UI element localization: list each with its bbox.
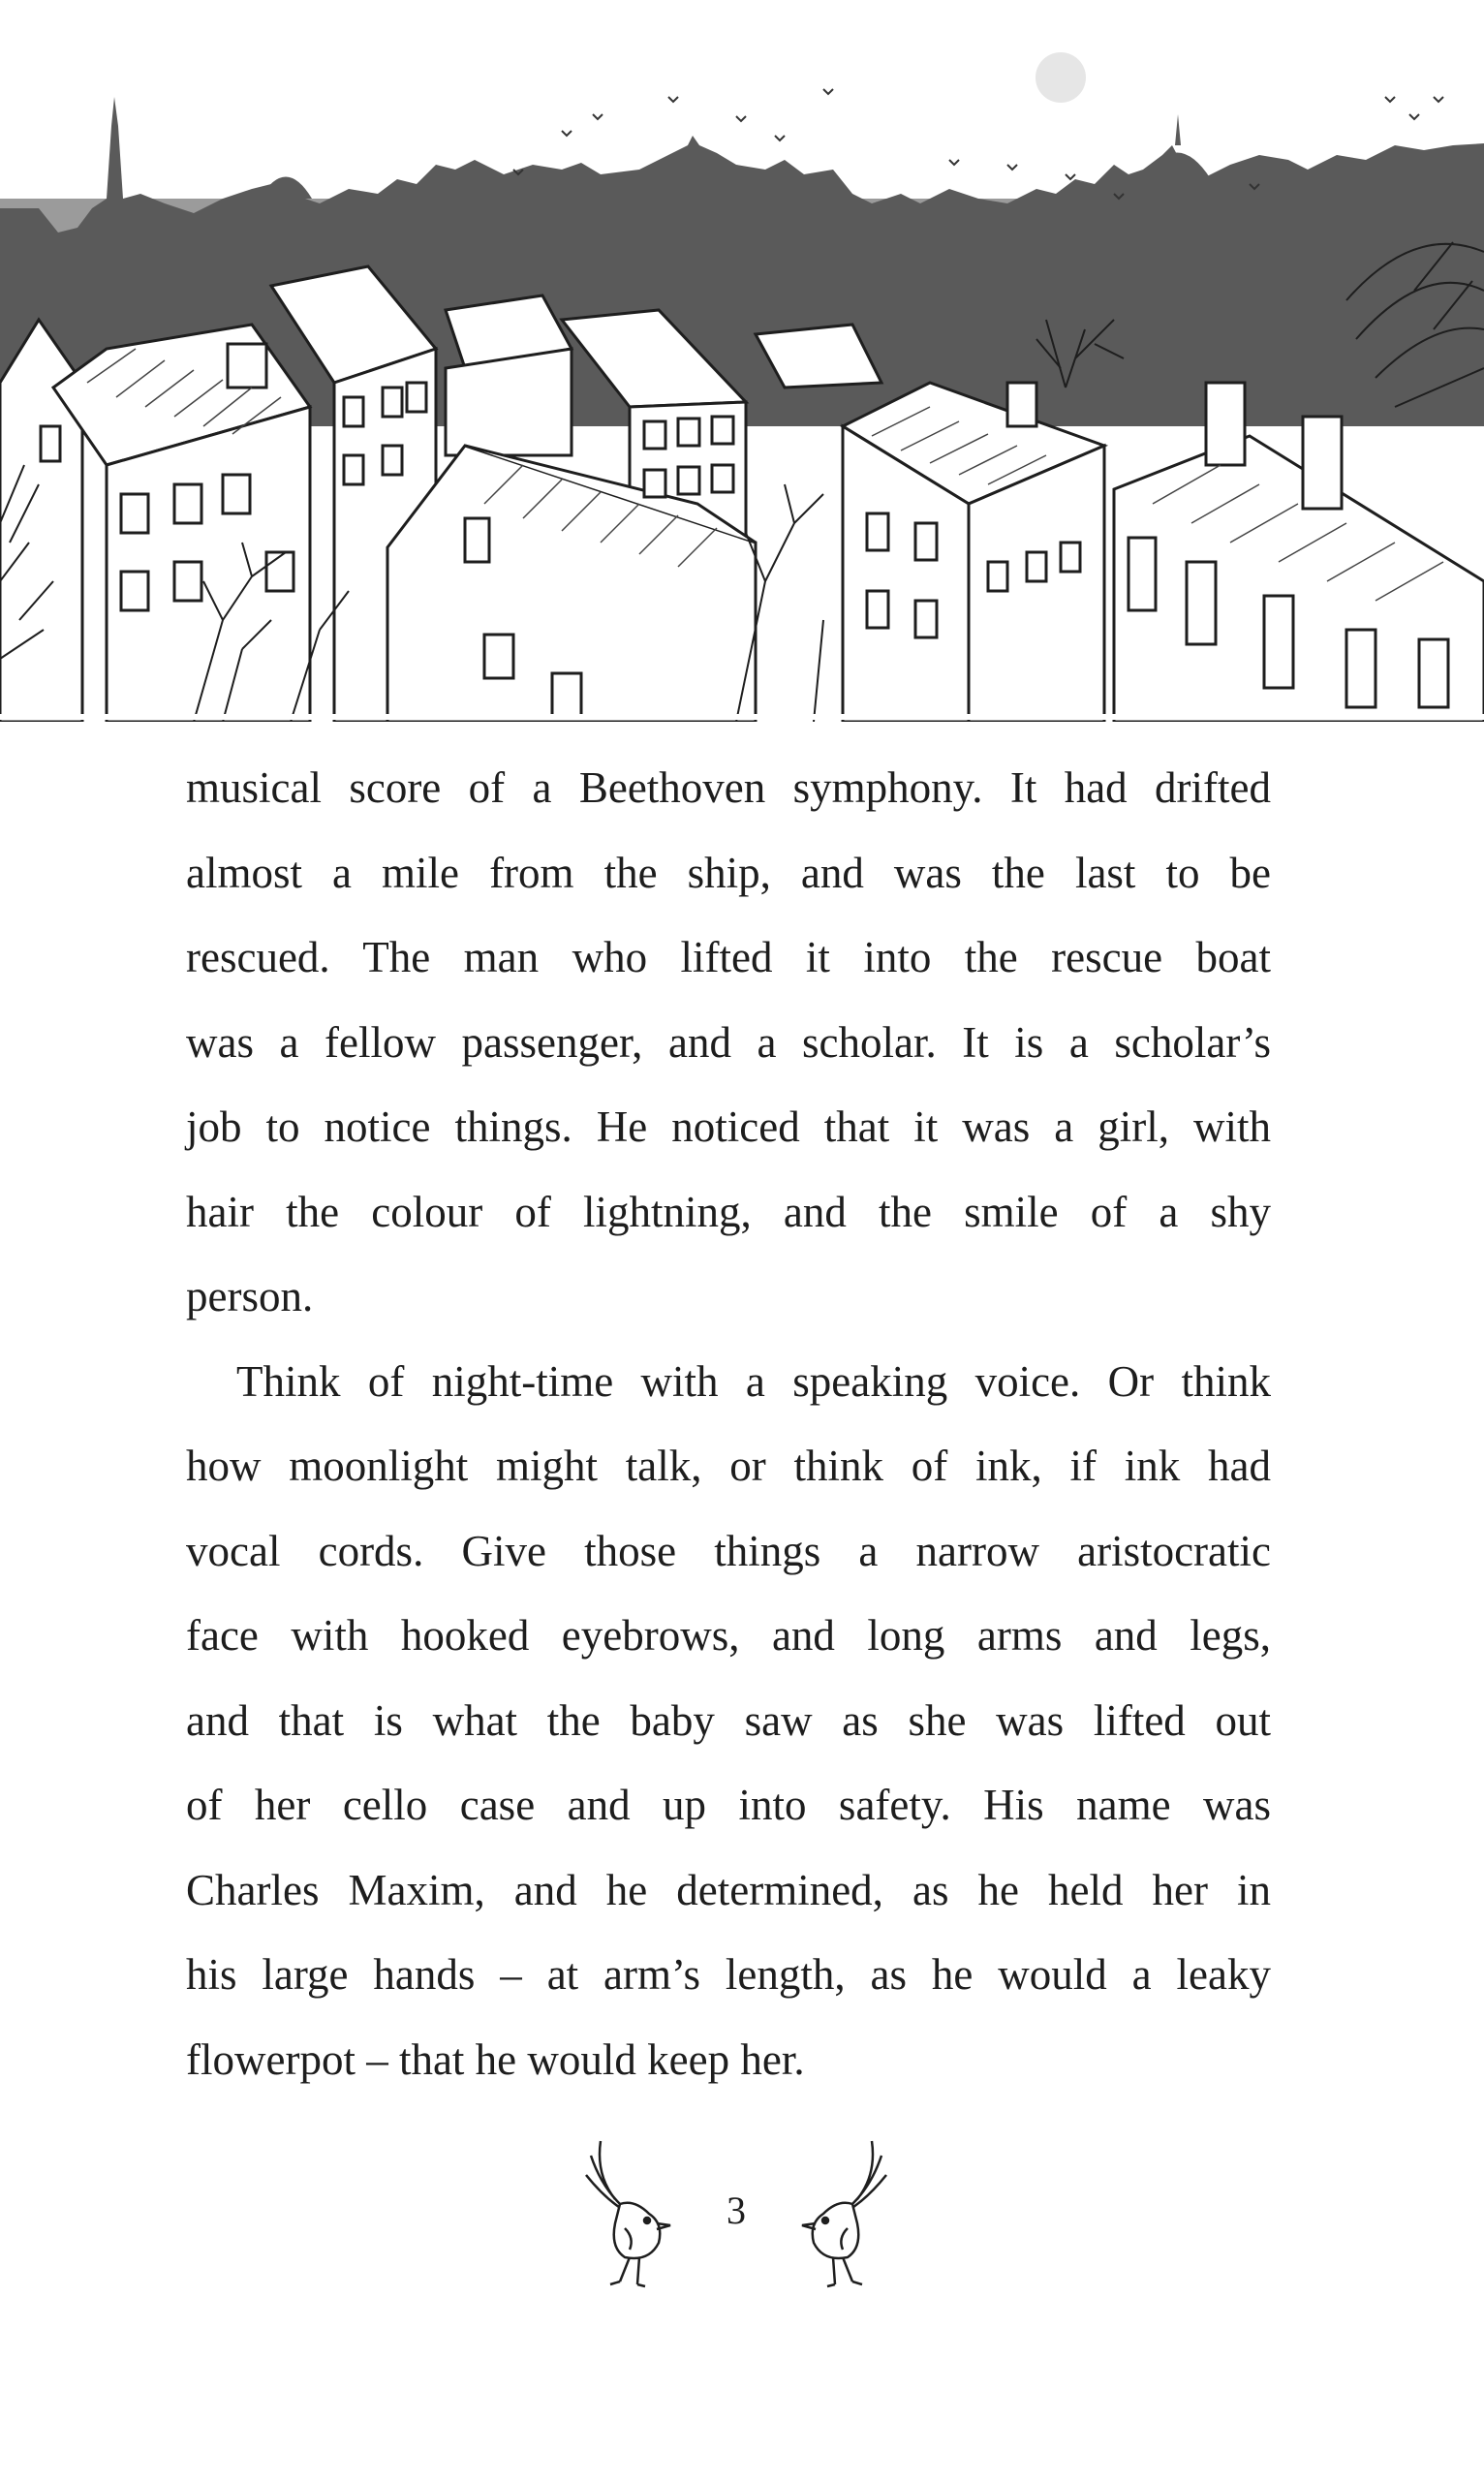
text-line: hair the colour of lightning, and the smile of a shy [186,1187,1271,1236]
text-line: face with hooked eyebrows, and long arms and legs, [186,1611,1271,1660]
text-line: almost a mile from the ship, and was the last to be [186,848,1271,897]
bird-icon [581,2131,697,2296]
text-line: of her cello case and up into safety. His name was [186,1781,1271,1829]
text-line: flowerpot – that he would keep her. [186,2034,805,2084]
rooftops-illustration [0,0,1484,722]
moon-icon [1036,52,1086,103]
text-line: his large hands – at arm’s length, as he would a leaky [186,1950,1271,1999]
bird-icon [775,2131,891,2296]
page-footer [581,2131,891,2296]
text-line: how moonlight might talk, or think of ink, if ink had [186,1442,1271,1490]
paragraph-2 [186,1340,1271,2103]
body-text [186,746,1271,2102]
text-line: was a fellow passenger, and a scholar. It is a scholar’s [186,1017,1271,1067]
paragraph-1 [186,746,1271,1340]
text-line: musical score of a Beethoven symphony. It had drifted [186,763,1271,812]
text-line: vocal cords. Give those things a narrow aristocratic [186,1526,1271,1575]
text-line: job to notice things. He noticed that it was a girl, with [186,1102,1271,1151]
text-line: and that is what the baby saw as she was lifted out [186,1695,1271,1745]
text-line: person. [186,1272,314,1320]
text-line: Think of night-time with a speaking voice. Or think [236,1356,1271,1406]
page-number: 3 [727,2189,746,2232]
text-line: Charles Maxim, and he determined, as he held her in [186,1865,1271,1914]
text-line: rescued. The man who lifted it into the rescue boat [186,933,1271,981]
